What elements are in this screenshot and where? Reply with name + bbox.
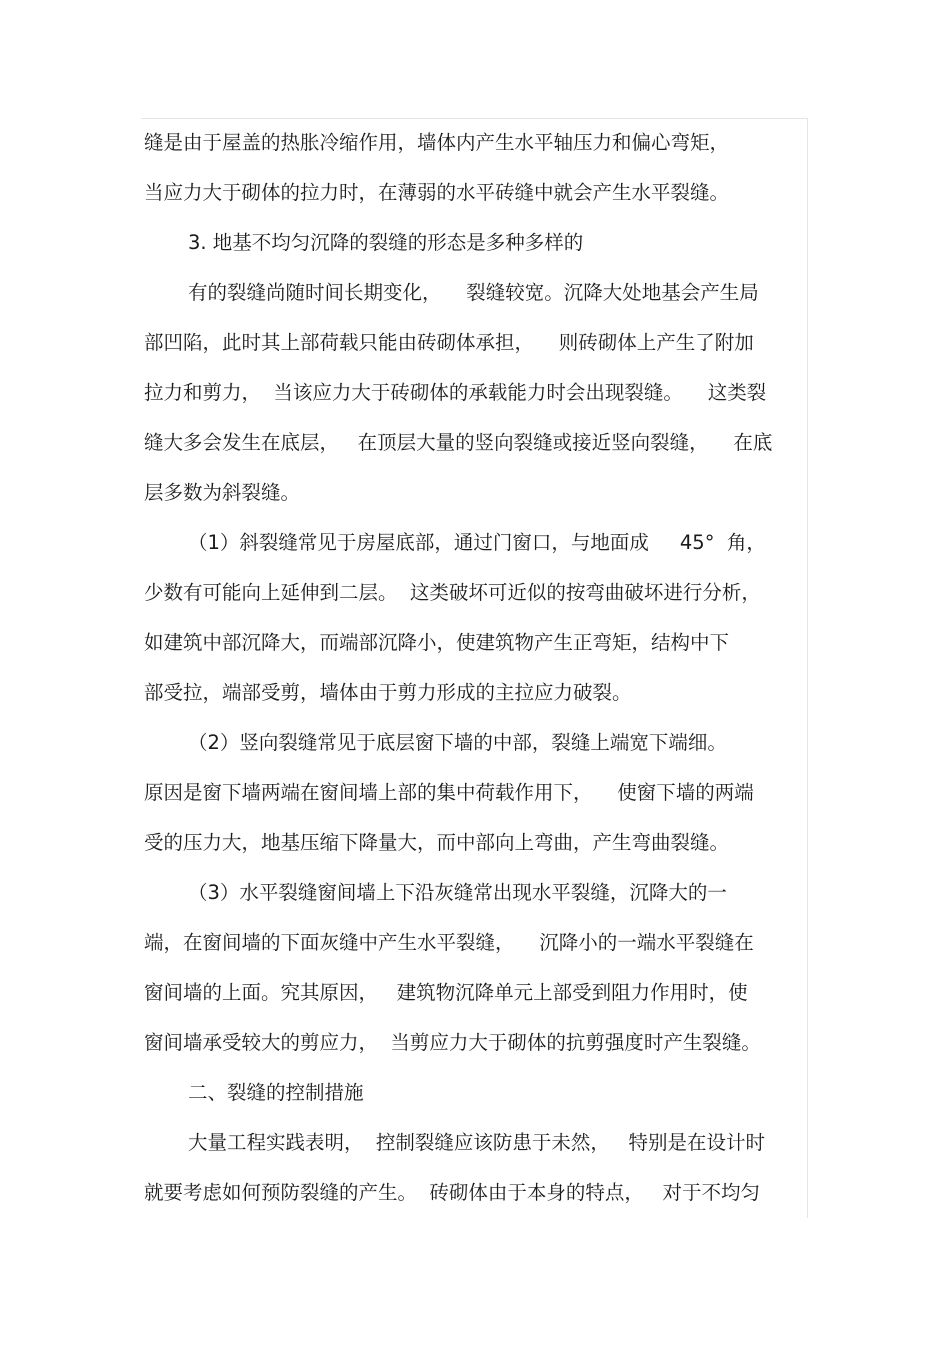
text-line: 如建筑中部沉降大，而端部沉降小，使建筑物产生正弯矩，结构中下 xyxy=(144,631,730,654)
text-line: 端，在窗间墙的下面灰缝中产生水平裂缝， 沉降小的一端水平裂缝在 xyxy=(144,931,754,954)
text-line: （3）水平裂缝窗间墙上下沿灰缝常出现水平裂缝，沉降大的一 xyxy=(188,881,727,904)
text-line: 二、裂缝的控制措施 xyxy=(188,1081,364,1104)
text-line: 缝大多会发生在底层， 在顶层大量的竖向裂缝或接近竖向裂缝， 在底 xyxy=(144,431,773,454)
text-line: 大量工程实践表明， 控制裂缝应该防患于未然， 特别是在设计时 xyxy=(188,1131,765,1154)
text-line: （2）竖向裂缝常见于底层窗下墙的中部，裂缝上端宽下端细。 xyxy=(188,731,727,754)
text-line: 受的压力大，地基压缩下降量大，而中部向上弯曲，产生弯曲裂缝。 xyxy=(144,831,730,854)
text-line: 拉力和剪力， 当该应力大于砖砌体的承载能力时会出现裂缝。 这类裂 xyxy=(144,381,767,404)
text-line: 当应力大于砌体的拉力时，在薄弱的水平砖缝中就会产生水平裂缝。 xyxy=(144,181,730,204)
text-line: 层多数为斜裂缝。 xyxy=(144,481,301,504)
text-line: 窗间墙的上面。究其原因， 建筑物沉降单元上部受到阻力作用时，使 xyxy=(144,981,748,1004)
text-line: 缝是由于屋盖的热胀冷缩作用，墙体内产生水平轴压力和偏心弯矩， xyxy=(144,131,730,154)
text-line: 部凹陷，此时其上部荷载只能由砖砌体承担， 则砖砌体上产生了附加 xyxy=(144,331,754,354)
text-line: 就要考虑如何预防裂缝的产生。 砖砌体由于本身的特点， 对于不均匀 xyxy=(144,1181,760,1204)
text-line: 3. 地基不均匀沉降的裂缝的形态是多种多样的 xyxy=(188,231,584,254)
text-line: 原因是窗下墙两端在窗间墙上部的集中荷载作用下， 使窗下墙的两端 xyxy=(144,781,754,804)
text-line: 有的裂缝尚随时间长期变化， 裂缝较宽。沉降大处地基会产生局 xyxy=(188,281,759,304)
text-line: 窗间墙承受较大的剪应力， 当剪应力大于砌体的抗剪强度时产生裂缝。 xyxy=(144,1031,761,1054)
text-line: 部受拉，端部受剪，墙体由于剪力形成的主拉应力破裂。 xyxy=(144,681,632,704)
document-body xyxy=(144,118,808,1218)
text-line: （1）斜裂缝常见于房屋底部，通过门窗口，与地面成 45° 角， xyxy=(188,531,766,554)
text-line: 少数有可能向上延伸到二层。 这类破坏可近似的按弯曲破坏进行分析， xyxy=(144,581,761,604)
